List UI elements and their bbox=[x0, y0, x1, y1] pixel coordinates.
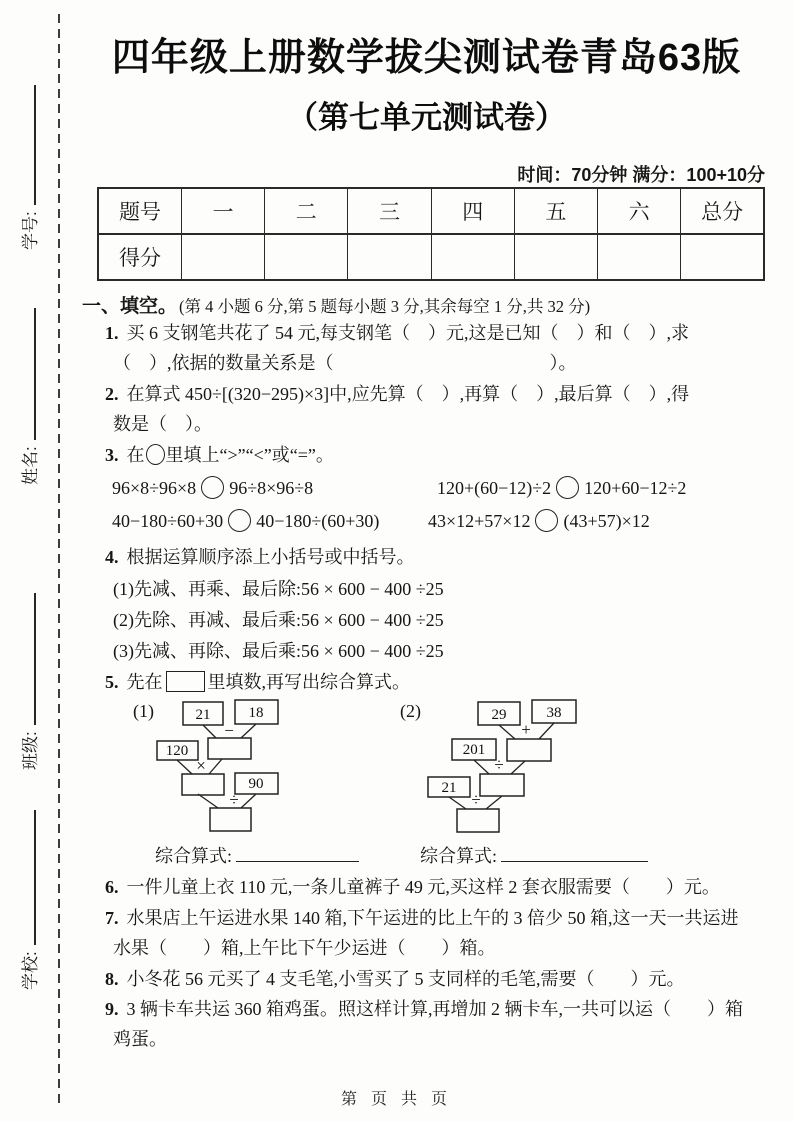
q6-number: 6. bbox=[105, 877, 119, 897]
margin-dashed-cut-line bbox=[58, 14, 60, 1104]
divide-operator: ÷ bbox=[471, 790, 481, 809]
tree-box-empty bbox=[208, 738, 251, 759]
q1-line2 bbox=[113, 352, 577, 374]
minus-operator: − bbox=[224, 721, 234, 740]
q3-expr-left: 40−180÷60+30 bbox=[112, 511, 224, 531]
student-id-field bbox=[16, 85, 41, 250]
q7-line1 bbox=[105, 907, 739, 929]
q3-comparison-1 bbox=[112, 476, 313, 499]
score-table-score-row bbox=[98, 234, 764, 280]
blank-circle-icon bbox=[146, 444, 165, 465]
comparison-circle-icon bbox=[201, 476, 224, 499]
q7-text-2: 水果（ ）箱,上午比下午少运进（ ）箱。 bbox=[113, 938, 496, 958]
score-table-corner: 题号 bbox=[98, 188, 182, 234]
score-cell bbox=[514, 234, 597, 280]
comparison-circle-icon bbox=[535, 509, 558, 532]
q3-expr-right: (43+57)×12 bbox=[563, 511, 650, 531]
score-cell bbox=[265, 234, 348, 280]
comparison-circle-icon bbox=[556, 476, 579, 499]
number-tree-diagram-2 bbox=[425, 697, 580, 835]
tree-value: 90 bbox=[248, 776, 264, 792]
tree-value: 201 bbox=[462, 742, 486, 758]
q5-number: 5. bbox=[105, 672, 119, 692]
q5-diagram1-label: (1) bbox=[133, 701, 154, 721]
page-subtitle: （第七单元测试卷） bbox=[287, 100, 566, 135]
q3-text-pre: 在 bbox=[126, 445, 145, 465]
tree-box-empty bbox=[507, 739, 551, 761]
student-name-field bbox=[16, 308, 41, 485]
q2-line2 bbox=[113, 413, 212, 435]
q2-text-1: 在算式 450÷[(320−295)×3]中,应先算（ ）,再算（ ）,最后算（ ）,得 bbox=[126, 384, 690, 404]
q3-number: 3. bbox=[105, 445, 119, 465]
student-name-write-line bbox=[19, 308, 36, 440]
q9-text-1: 3 辆卡车共运 360 箱鸡蛋。照这样计算,再增加 2 辆卡车,一共可以运（ ）箱 bbox=[126, 999, 743, 1019]
page-title: 四年级上册数学拔尖测试卷青岛63版 bbox=[111, 37, 742, 79]
score-row-label: 得分 bbox=[98, 234, 182, 280]
section-1-header bbox=[82, 295, 590, 318]
score-cell bbox=[182, 234, 265, 280]
q6-text: 一件儿童上衣 110 元,一条儿童裤子 49 元,买这样 2 套衣服需要（ ）元。 bbox=[126, 877, 720, 897]
col-header-total: 总分 bbox=[681, 188, 764, 234]
class-write-line bbox=[19, 593, 36, 725]
score-table bbox=[97, 187, 765, 281]
school-field bbox=[16, 810, 41, 990]
q3-text-post: 里填上“>”“<”或“=”。 bbox=[165, 445, 334, 465]
score-cell bbox=[681, 234, 764, 280]
q2-text-2: 数是（ ）。 bbox=[113, 414, 212, 434]
q3-comparison-2 bbox=[437, 476, 686, 499]
q8-number: 8. bbox=[105, 969, 119, 989]
col-header-3: 三 bbox=[348, 188, 431, 234]
q1-number: 1. bbox=[105, 323, 119, 343]
school-label: 学校: bbox=[21, 951, 40, 990]
tree-value: 18 bbox=[248, 705, 264, 721]
tree-value: 21 bbox=[441, 780, 457, 796]
q5-expr-1 bbox=[155, 845, 359, 867]
expr-write-line bbox=[236, 847, 359, 862]
q8-text: 小冬花 56 元买了 4 支毛笔,小雪买了 5 支同样的毛笔,需要（ ）元。 bbox=[126, 969, 685, 989]
q1-line1 bbox=[105, 322, 689, 344]
q3-expr-left: 43×12+57×12 bbox=[428, 511, 531, 531]
q3-expr-right: 96÷8×96÷8 bbox=[229, 478, 314, 498]
q8-line1 bbox=[105, 968, 685, 990]
tree-value: 29 bbox=[491, 707, 507, 723]
q4-number: 4. bbox=[105, 547, 119, 567]
col-header-6: 六 bbox=[598, 188, 681, 234]
col-header-1: 一 bbox=[182, 188, 265, 234]
divide-operator: ÷ bbox=[494, 755, 504, 774]
q3-comparison-4 bbox=[428, 509, 650, 532]
section-1-scoring-note: (第 4 小题 6 分,第 5 题每小题 3 分,其余每空 1 分,共 32 分) bbox=[179, 297, 591, 316]
q5-expr-2 bbox=[420, 845, 648, 867]
q2-line1 bbox=[105, 383, 689, 405]
tree-box-empty bbox=[210, 808, 251, 831]
tree-box-empty bbox=[480, 774, 524, 796]
tree-value: 38 bbox=[546, 705, 562, 721]
q5-text-pre: 先在 bbox=[126, 672, 163, 692]
tree-value: 21 bbox=[195, 707, 211, 723]
expr-label: 综合算式: bbox=[420, 846, 498, 866]
q4-text: 根据运算顺序添上小括号或中括号。 bbox=[126, 547, 415, 567]
score-table-header-row bbox=[98, 188, 764, 234]
q1-text-1: 买 6 支钢笔共花了 54 元,每支钢笔（ ）元,这是已知（ ）和（ ）,求 bbox=[126, 323, 689, 343]
q7-text-1: 水果店上午运进水果 140 箱,下午运进的比上午的 3 倍少 50 箱,这一天一共运进 bbox=[126, 908, 739, 928]
q4-item-1: (1)先减、再乘、最后除:56 × 600 − 400 ÷25 bbox=[113, 579, 444, 599]
q2-number: 2. bbox=[105, 384, 119, 404]
q5-diagram2-label: (2) bbox=[400, 701, 421, 721]
expr-label: 综合算式: bbox=[155, 846, 233, 866]
student-name-label: 姓名: bbox=[21, 446, 40, 485]
score-cell bbox=[598, 234, 681, 280]
q7-number: 7. bbox=[105, 908, 119, 928]
footer-page-label: 第 页 共 页 bbox=[340, 1091, 452, 1108]
class-label: 班级: bbox=[21, 731, 40, 770]
q9-line2 bbox=[113, 1028, 167, 1050]
q7-line2 bbox=[113, 937, 496, 959]
q4-item-3: (3)先减、再除、最后乘:56 × 600 − 400 ÷25 bbox=[113, 641, 444, 661]
divide-operator: ÷ bbox=[229, 790, 239, 809]
tree-box-empty bbox=[182, 774, 224, 795]
comparison-circle-icon bbox=[228, 509, 251, 532]
exam-meta: 时间：70分钟 满分：100+10分 bbox=[517, 165, 765, 185]
q4-item-2: (2)先除、再减、最后乘:56 × 600 − 400 ÷25 bbox=[113, 610, 444, 630]
tree-box-empty bbox=[457, 809, 499, 832]
school-write-line bbox=[19, 810, 36, 945]
q9-text-2: 鸡蛋。 bbox=[113, 1029, 167, 1049]
student-id-write-line bbox=[19, 85, 36, 205]
tree-value: 120 bbox=[165, 743, 189, 759]
plus-operator: + bbox=[521, 720, 531, 739]
q4-header bbox=[105, 546, 415, 568]
q9-line1 bbox=[105, 998, 743, 1020]
expr-write-line bbox=[501, 847, 648, 862]
blank-box-icon bbox=[166, 671, 205, 692]
class-field bbox=[16, 593, 41, 770]
student-id-label: 学号: bbox=[21, 211, 40, 250]
score-cell bbox=[348, 234, 431, 280]
score-cell bbox=[431, 234, 514, 280]
q3-expr-right: 40−180÷(60+30) bbox=[256, 511, 380, 531]
q3-header bbox=[105, 444, 334, 466]
col-header-4: 四 bbox=[431, 188, 514, 234]
section-1-title: 一、填空。 bbox=[82, 296, 178, 317]
q3-expr-left: 120+(60−12)÷2 bbox=[437, 478, 552, 498]
q3-comparison-3 bbox=[112, 509, 379, 532]
q9-number: 9. bbox=[105, 999, 119, 1019]
multiply-operator: × bbox=[196, 756, 206, 775]
number-tree-diagram-1 bbox=[130, 697, 280, 835]
q5-header bbox=[105, 671, 410, 693]
q1-text-2: （ ）,依据的数量关系是（ ）。 bbox=[113, 353, 577, 373]
col-header-2: 二 bbox=[265, 188, 348, 234]
q5-text-post: 里填数,再写出综合算式。 bbox=[207, 672, 410, 692]
q3-expr-left: 96×8÷96×8 bbox=[112, 478, 197, 498]
q3-expr-right: 120+60−12÷2 bbox=[584, 478, 687, 498]
col-header-5: 五 bbox=[514, 188, 597, 234]
q6-line1 bbox=[105, 876, 720, 898]
